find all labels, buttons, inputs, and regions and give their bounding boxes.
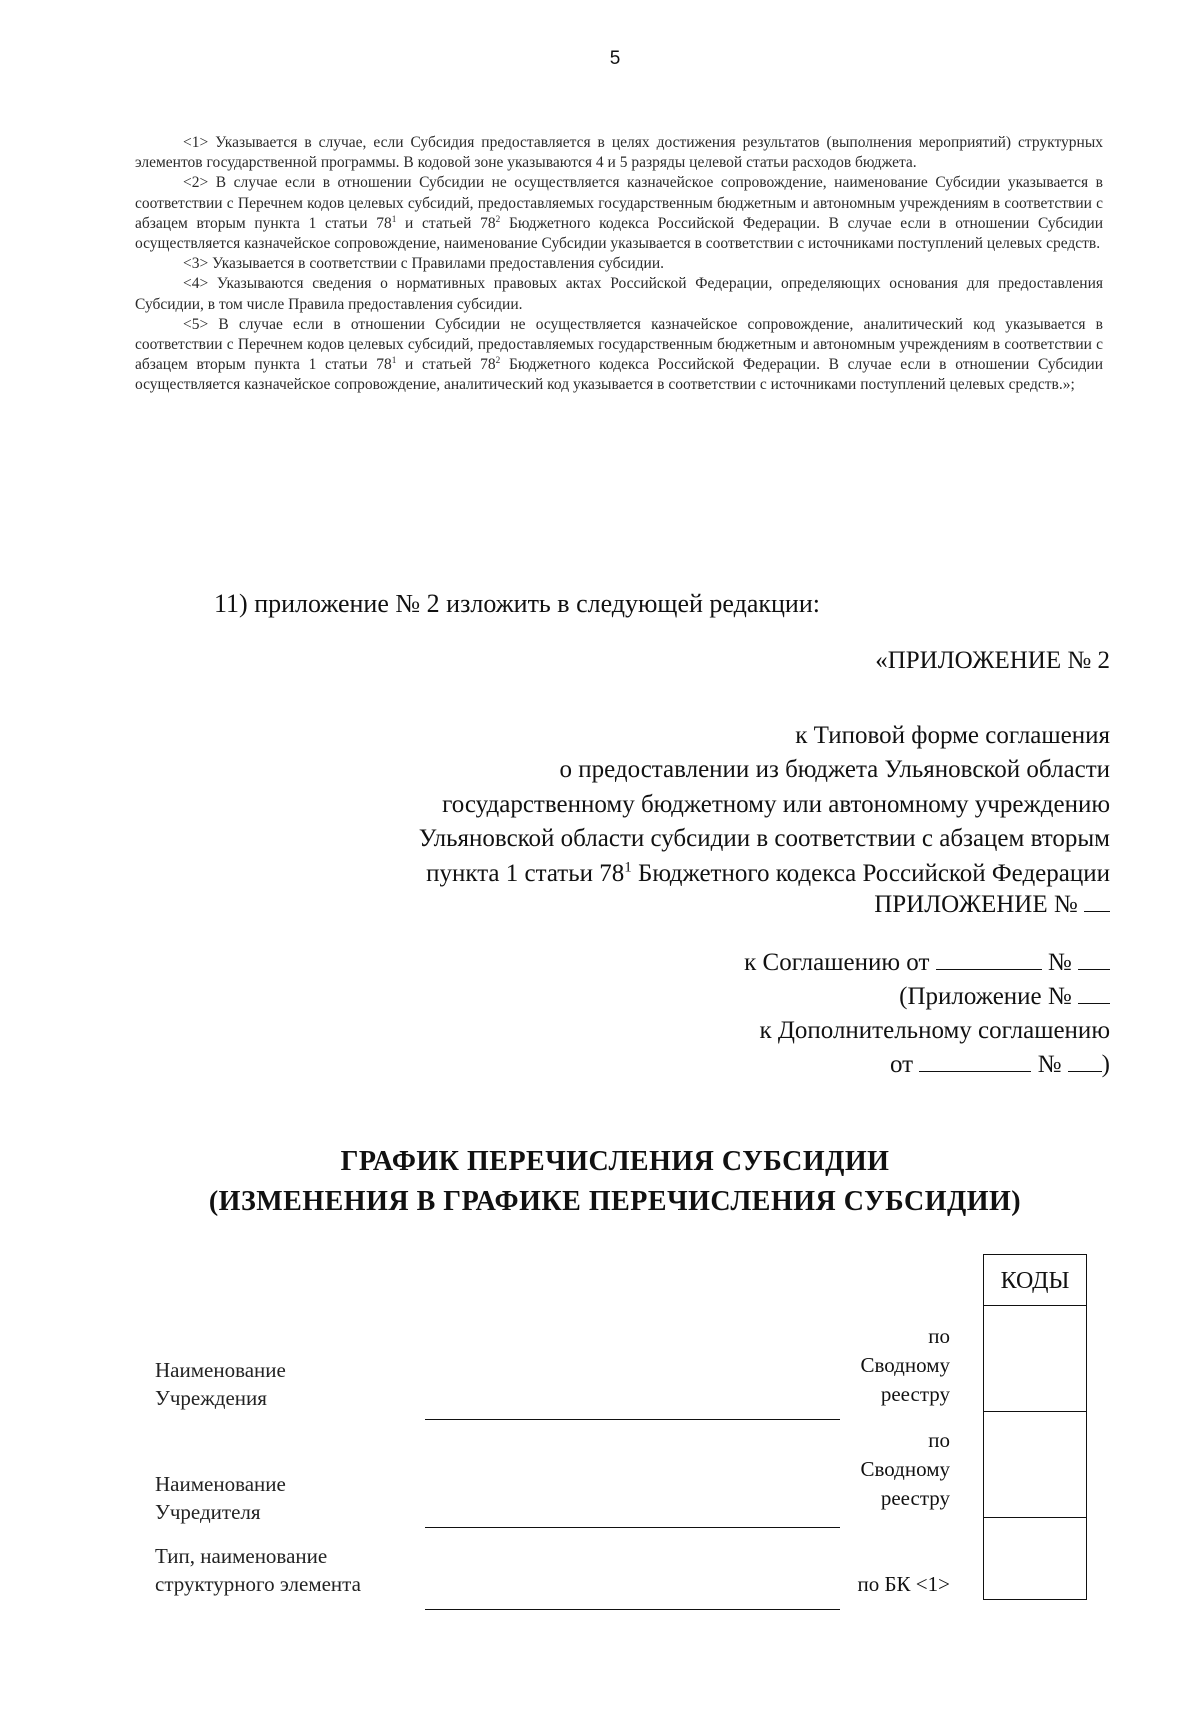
code-label-line: реестру (880, 1382, 950, 1406)
code-label-line: Сводному (860, 1353, 950, 1377)
document-title (0, 1142, 1200, 1222)
footnotes (135, 133, 1103, 396)
appendix-heading: «ПРИЛОЖЕНИЕ № 2 (875, 647, 1110, 674)
footnote-marker: <1> (183, 134, 209, 151)
appendix-header (210, 644, 1110, 891)
number-blank-field[interactable] (1078, 947, 1110, 970)
number-blank-field[interactable] (1078, 981, 1110, 1004)
footnote-text: и статьей 78 (396, 214, 496, 232)
title-line: ГРАФИК ПЕРЕЧИСЛЕНИЯ СУБСИДИИ (340, 1146, 890, 1177)
footnote-3 (135, 254, 1103, 274)
footnote-marker: <3> (183, 255, 209, 273)
footnote-4 (135, 274, 1103, 314)
appendix-line-text: пункта 1 статьи 78 (426, 859, 625, 887)
appendix-line (210, 857, 1110, 892)
field-label-structural-element (155, 1542, 361, 1598)
blank-field[interactable] (1084, 889, 1110, 912)
page-number: 5 (609, 48, 621, 69)
code-cell[interactable] (984, 1306, 1086, 1412)
additional-agreement-line: к Дополнительному соглашению (759, 1017, 1110, 1044)
title-line: (ИЗМЕНЕНИЯ В ГРАФИКЕ ПЕРЕЧИСЛЕНИЯ СУБСИДИИ) (208, 1186, 1022, 1217)
code-cell[interactable] (984, 1518, 1086, 1600)
field-label-institution (155, 1356, 286, 1412)
additional-date-line (410, 1048, 1110, 1082)
footnote-marker: <4> (183, 275, 209, 293)
agreement-date-line (410, 946, 1110, 980)
field-label-line: Тип, наименование (155, 1544, 328, 1568)
code-label-line: реестру (880, 1486, 950, 1510)
date-blank-field[interactable] (919, 1049, 1031, 1072)
footnote-text: Указывается в соответствии с Правилами предоставления субсидии. (208, 255, 665, 273)
appendix-line: государственному бюджетному или автономному учреждению (442, 790, 1110, 818)
field-label-line: Наименование (155, 1472, 286, 1496)
codes-column (983, 1306, 1087, 1600)
number-sign: № (1037, 1051, 1062, 1078)
field-label-line: структурного элемента (155, 1572, 361, 1596)
superscript: 2 (495, 356, 501, 367)
footnote-text: В случае если в отношении Субсидии не осуществляется казначейское сопровождение, наименование Субсидии указывается в соответствии с Перечнем кодов целевых субсидий, предоставляемых государственным бюджетным и автономным учреждениям в соответствии с абзацем вторым пункта 1 статьи 78 (135, 174, 1103, 232)
annex-line (410, 980, 1110, 1014)
closing-paren: ) (1101, 1051, 1110, 1078)
number-blank-field[interactable] (1068, 1049, 1102, 1072)
superscript: 2 (495, 214, 501, 225)
footnote-1 (135, 133, 1103, 173)
superscript: 1 (391, 214, 397, 225)
date-blank-field[interactable] (936, 947, 1042, 970)
footnote-marker: <5> (183, 315, 209, 333)
superscript: 1 (391, 356, 397, 367)
amendment-clause: 11) приложение № 2 изложить в следующей редакции: (214, 589, 820, 618)
code-label-registry (861, 1322, 951, 1409)
appendix-line: Ульяновской области субсидии в соответствии с абзацем вторым (418, 825, 1110, 852)
footnote-text: Бюджетного кодекса Российской Федерации. В случае если в отношении Субсидии осуществляется казначейское сопровождение, наименование Субсидии указывается в соответствии с источниками поступлений целевых средств. (135, 214, 1103, 253)
footnote-marker: <2> (183, 174, 209, 192)
codes-header: КОДЫ (983, 1254, 1087, 1306)
footnote-text: Бюджетного кодекса Российской Федерации. В случае если в отношении Субсидии осуществляется казначейское сопровождение, аналитический код указывается в соответствии с источниками поступлений целевых средств.»; (135, 356, 1103, 394)
field-label-line: Наименование (155, 1358, 286, 1382)
footnote-5 (135, 315, 1103, 396)
code-label-line: по (928, 1428, 950, 1452)
appendix-line: о предоставлении из бюджета Ульяновской области (559, 756, 1110, 783)
code-label-registry (861, 1426, 951, 1513)
code-label-bk (858, 1570, 951, 1599)
footnote-text: Указывается в случае, если Субсидия предоставляется в целях достижения результатов (выполнения мероприятий) структурных элементов государственной программы. В кодовой зоне указываются 4 и 5 разряды целевой статьи расходов бюджета. (135, 134, 1103, 172)
structural-element-input-line[interactable] (425, 1609, 840, 1610)
from-label: от (889, 1051, 914, 1078)
agreement-label: к Соглашению от (744, 949, 930, 976)
footnote-text: и статьей 78 (396, 356, 496, 374)
code-label-line: Сводному (860, 1457, 950, 1481)
institution-input-line[interactable] (425, 1419, 840, 1420)
code-label-line: по БК <1> (857, 1572, 950, 1596)
code-label-line: по (928, 1324, 950, 1348)
agreement-heading (410, 888, 1110, 922)
field-label-founder (155, 1470, 286, 1526)
field-label-line: Учреждения (155, 1386, 267, 1410)
appendix-line-text: Бюджетного кодекса Российской Федерации (631, 859, 1110, 887)
footnote-text: В случае если в отношении Субсидии не осуществляется казначейское сопровождение, аналитический код указывается в соответствии с Перечнем кодов целевых субсидий, предоставляемых государственным бюджетным и автономным учреждениям в соответствии с абзацем вторым пункта 1 статьи 78 (135, 315, 1103, 374)
superscript: 1 (624, 859, 632, 876)
agreement-heading-text: ПРИЛОЖЕНИЕ № (874, 891, 1078, 918)
appendix-line: к Типовой форме соглашения (795, 721, 1110, 749)
agreement-reference (410, 888, 1110, 1082)
number-sign: № (1047, 949, 1072, 976)
footnote-2 (135, 173, 1103, 254)
code-cell[interactable] (984, 1412, 1086, 1518)
founder-input-line[interactable] (425, 1527, 840, 1528)
annex-label: (Приложение № (899, 983, 1072, 1010)
footnote-text: Указываются сведения о нормативных правовых актах Российской Федерации, определяющих основания для предоставления Субсидии, в том числе Правила предоставления субсидии. (135, 275, 1103, 313)
field-label-line: Учредителя (155, 1500, 261, 1524)
